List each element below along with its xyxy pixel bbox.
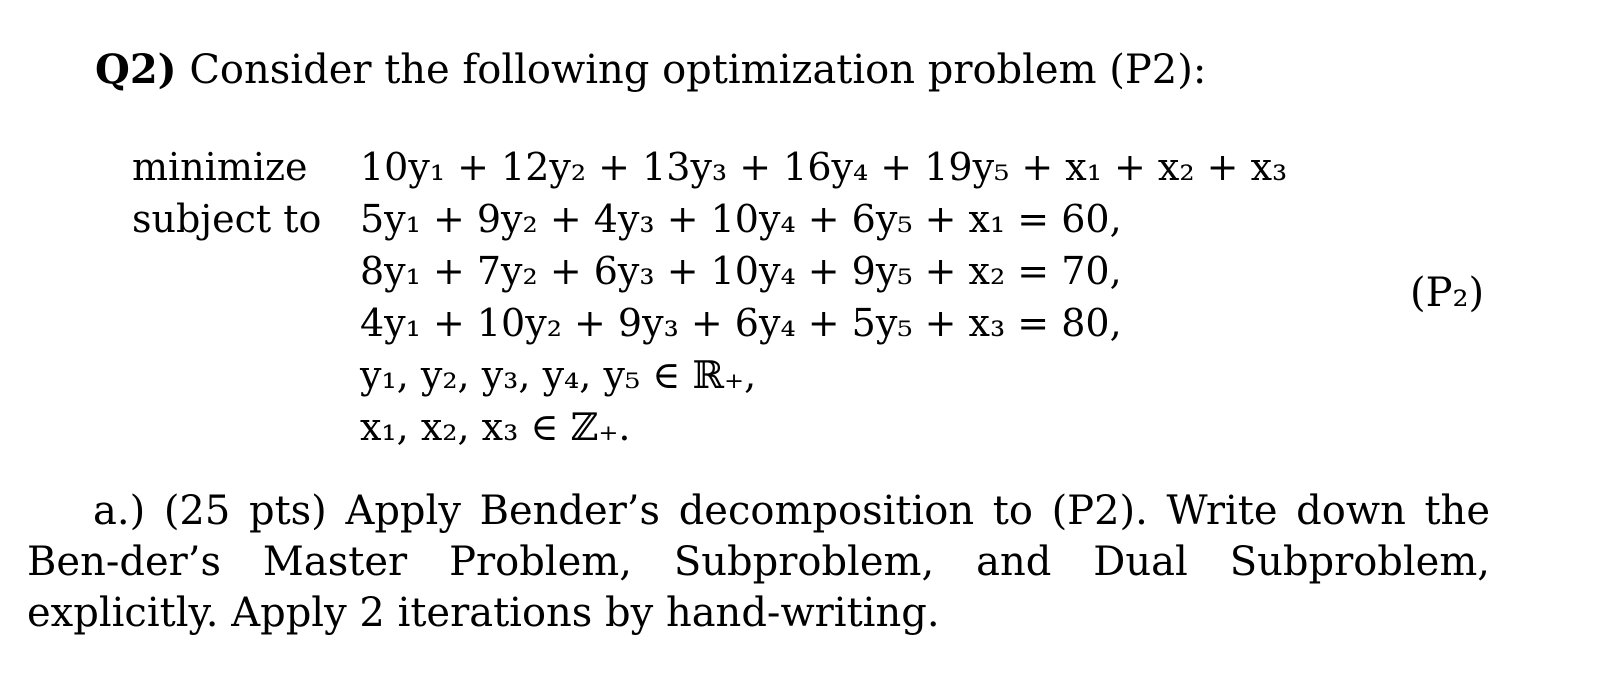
domain-expression: y₁, y₂, y₃, y₄, y₅ ∈ ℝ₊, <box>360 353 757 397</box>
objective-label: minimize <box>132 145 308 189</box>
objective-expression: 10y₁ + 12y₂ + 13y₃ + 16y₄ + 19y₅ + x₁ + x₂ + x₃ <box>360 145 1288 189</box>
question-number: Q2) <box>95 46 177 93</box>
domain-expression: x₁, x₂, x₃ ∈ ℤ₊. <box>360 405 631 449</box>
constraint-expression: 5y₁ + 9y₂ + 4y₃ + 10y₄ + 6y₅ + x₁ = 60, <box>360 197 1122 241</box>
question-heading <box>95 44 1206 96</box>
constraints-label: subject to <box>132 197 322 241</box>
constraint-expression: 4y₁ + 10y₂ + 9y₃ + 6y₄ + 5y₅ + x₃ = 80, <box>360 301 1122 345</box>
equation-tag: (P₂) <box>1410 270 1485 316</box>
question-intro: Consider the following optimization problem (P2): <box>189 47 1207 93</box>
part-a-text: a.) (25 pts) Apply Bender’s decomposition to (P2). Write down the Ben-der’s Master Problem, Subproblem, and Dual Subproblem, explicitly. Apply 2 iterations by hand-writing. <box>27 488 1490 636</box>
constraint-expression: 8y₁ + 7y₂ + 6y₃ + 10y₄ + 9y₅ + x₂ = 70, <box>360 249 1122 293</box>
